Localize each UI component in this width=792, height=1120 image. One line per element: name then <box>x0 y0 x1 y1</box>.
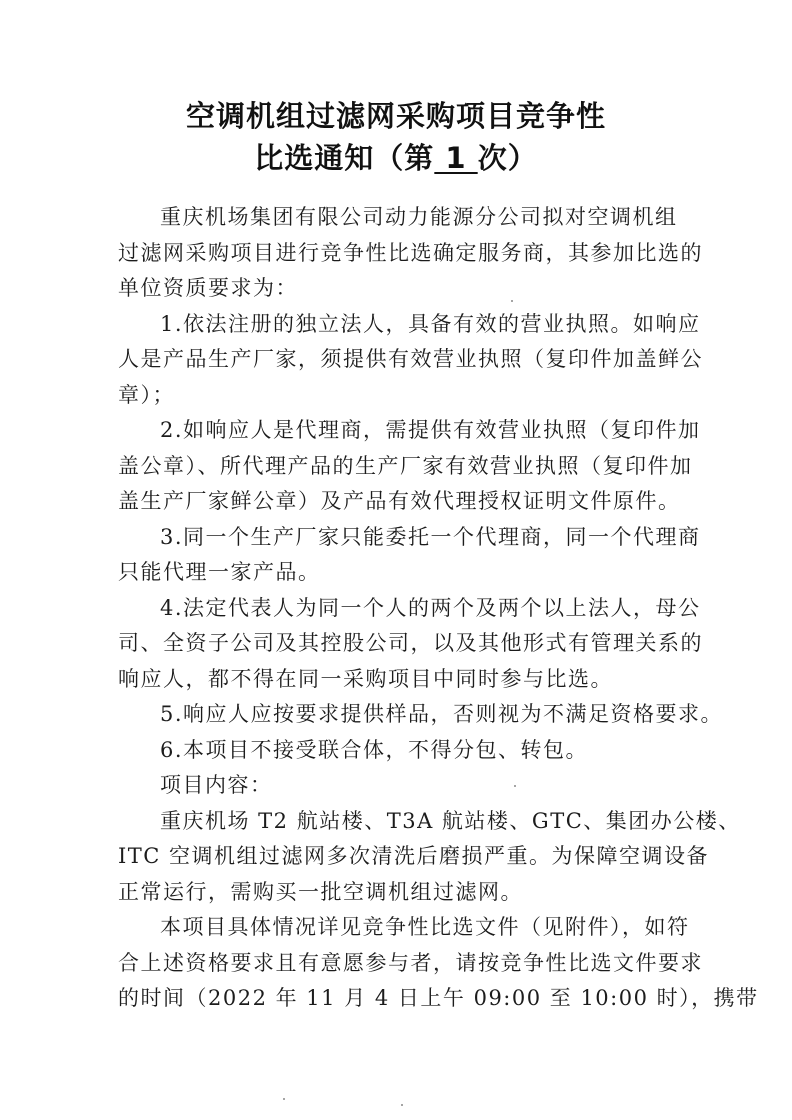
para-intro-line-2: 过滤网采购项目进行竞争性比选确定服务商，其参加比选的 <box>118 241 703 265</box>
req-3-line-1: 3.同一个生产厂家只能委托一个代理商，同一个代理商 <box>160 525 701 549</box>
req-2-line-1: 2.如响应人是代理商，需提供有效营业执照（复印件加 <box>160 418 701 442</box>
project-line-1: 重庆机场 T2 航站楼、T3A 航站楼、GTC、集团办公楼、 <box>160 809 741 833</box>
title-round-number: 1 <box>434 141 478 175</box>
project-line-2: ITC 空调机组过滤网多次清洗后磨损严重。为保障空调设备 <box>118 844 710 868</box>
req-4-line-3: 响应人，都不得在同一采购项目中同时参与比选。 <box>118 667 613 691</box>
req-3-line-2: 只能代理一家产品。 <box>118 560 321 584</box>
req-1-line-3: 章）； <box>118 383 175 407</box>
scan-speck <box>514 785 516 787</box>
req-4-line-1: 4.法定代表人为同一个人的两个及两个以上法人，母公 <box>160 596 701 620</box>
para-intro-line-3: 单位资质要求为： <box>118 276 298 300</box>
scan-speck <box>401 1104 403 1106</box>
req-2-line-2: 盖公章）、所代理产品的生产厂家有效营业执照（复印件加 <box>118 454 693 478</box>
closing-line-1: 本项目具体情况详见竞争性比选文件（见附件），如符 <box>160 915 690 939</box>
project-content-heading: 项目内容： <box>160 773 273 797</box>
closing-line-3: 的时间（2022 年 11 月 4 日上午 09:00 至 10:00 时），携带 <box>118 986 759 1010</box>
req-1-line-1: 1.依法注册的独立法人，具备有效的营业执照。如响应 <box>160 312 701 336</box>
closing-line-2: 合上述资格要求且有意愿参与者，请按竞争性比选文件要求 <box>118 951 703 975</box>
title-line-2-suffix: 次） <box>477 141 538 175</box>
req-6-line: 6.本项目不接受联合体，不得分包、转包。 <box>160 738 589 762</box>
req-4-line-2: 司、全资子公司及其控股公司，以及其他形式有管理关系的 <box>118 631 703 655</box>
req-1-line-2: 人是产品生产厂家，须提供有效营业执照（复印件加盖鲜公 <box>118 347 703 371</box>
title-line-2 <box>0 136 792 177</box>
project-line-3: 正常运行，需购买一批空调机组过滤网。 <box>118 880 523 904</box>
req-2-line-3: 盖生产厂家鲜公章）及产品有效代理授权证明文件原件。 <box>118 489 681 513</box>
scan-speck <box>511 300 513 302</box>
title-line-1: 空调机组过滤网采购项目竞争性 <box>185 99 606 133</box>
scan-speck <box>283 1098 285 1100</box>
para-intro-line-1: 重庆机场集团有限公司动力能源分公司拟对空调机组 <box>160 205 678 229</box>
title-line-2-prefix: 比选通知（第 <box>254 141 435 175</box>
req-5-line: 5.响应人应按要求提供样品，否则视为不满足资格要求。 <box>160 702 724 726</box>
